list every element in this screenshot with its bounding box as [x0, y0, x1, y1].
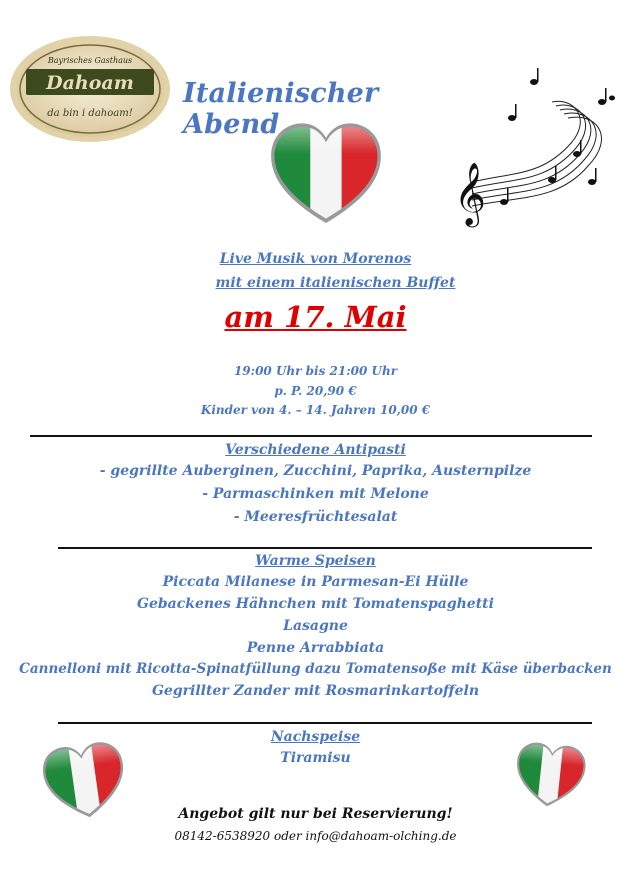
divider-2: [58, 547, 592, 549]
italian-flag-heart-icon: [512, 739, 589, 816]
event-price: p. P. 20,90 €: [274, 384, 357, 398]
menu-item: Piccata Milanese in Parmesan-Ei Hülle: [162, 574, 469, 590]
menu-item: Tiramisu: [280, 750, 351, 766]
svg-text:da bin i dahoam!: da bin i dahoam!: [47, 108, 133, 119]
menu-item: Gebackenes Hähnchen mit Tomatenspaghetti: [137, 596, 494, 612]
event-time: 19:00 Uhr bis 21:00 Uhr: [233, 364, 398, 378]
menu-item: - gegrillte Auberginen, Zucchini, Paprika, Austernpilze: [99, 463, 532, 479]
menu-item: Gegrillter Zander mit Rosmarinkartoffeln: [151, 683, 480, 699]
antipasti-heading: Verschiedene Antipasti: [225, 442, 406, 458]
dahoam-logo: [8, 34, 172, 144]
reservation-notice: Angebot gilt nur bei Reservierung!: [178, 806, 453, 822]
menu-item: - Parmaschinken mit Melone: [202, 486, 429, 502]
menu-item: Cannelloni mit Ricotta-Spinatfüllung dazu Tomatensoße mit Käse überbacken: [19, 661, 612, 677]
menu-item: - Meeresfrüchtesalat: [233, 509, 398, 525]
divider-1: [30, 435, 592, 437]
contact-info: 08142-6538920 oder info@dahoam-olching.de: [174, 829, 457, 843]
music-notes-icon: [452, 62, 624, 230]
italian-flag-heart-icon: [270, 120, 382, 232]
event-title: Italienischer Abend: [183, 78, 379, 140]
svg-text:Bayrisches Gasthaus: Bayrisches Gasthaus: [47, 56, 133, 65]
dessert-heading: Nachspeise: [270, 729, 361, 745]
menu-item: Lasagne: [283, 618, 348, 634]
warm-heading: Warme Speisen: [255, 553, 376, 569]
menu-item: Penne Arrabbiata: [246, 640, 385, 656]
svg-text:Dahoam: Dahoam: [46, 72, 134, 94]
event-date: am 17. Mai: [224, 300, 407, 334]
svg-text:𝄞: 𝄞: [454, 162, 486, 225]
intro-line-1: Live Musik von Morenos: [219, 251, 412, 267]
divider-3: [58, 722, 592, 724]
children-price: Kinder von 4. – 14. Jahren 10,00 €: [200, 403, 431, 417]
intro-line-2: mit einem italienischen Buffet: [215, 275, 456, 291]
